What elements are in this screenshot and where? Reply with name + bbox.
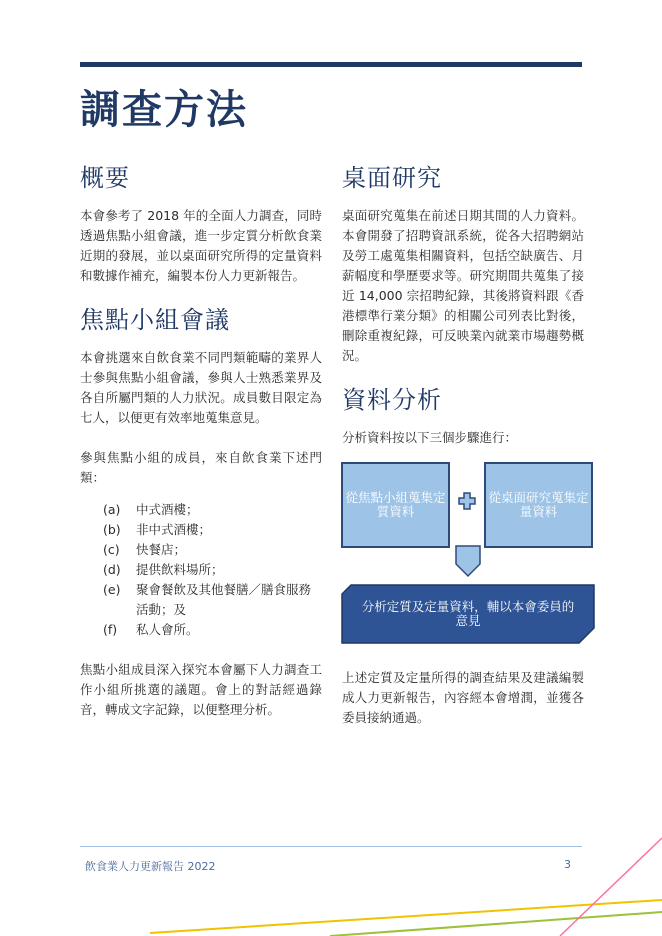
focus-group-body-1: 本會挑選來自飲食業不同門類範疇的業界人士參與焦點小組會議，參與人士熟悉業界及各自所屬門類的人力狀況。成員數目限定為七人，以便更有效率地蒐集意見。 <box>80 350 322 425</box>
decorative-pink-line <box>560 838 662 936</box>
step-box-qualitative-label: 從焦點小組蒐集定質資料 <box>345 490 446 519</box>
list-item-mark: (c) <box>103 542 120 557</box>
overview-heading: 概要 <box>80 164 130 192</box>
desk-research-body: 桌面研究蒐集在前述日期其間的人力資料。本會開發了招聘資訊系統，從各大招聘網站及勞工處蒐集相關資料，包括空缺廣告、月薪幅度和學歷要求等。研究期間共蒐集了接近 14,000 宗招聘紀錄，其後將資料跟《香港標準行業分類》的相關公司列表比對後，刪除重複紀錄，可反映業內就業市場趨勢概況。 <box>342 208 584 363</box>
list-item-mark: (f) <box>103 622 118 637</box>
data-analysis-heading: 資料分析 <box>342 386 442 414</box>
footer-report-title: 飲食業人力更新報告 2022 <box>85 860 216 873</box>
list-item-mark: (b) <box>103 522 121 537</box>
desk-research-heading: 桌面研究 <box>342 164 442 192</box>
list-item-mark: (e) <box>103 582 121 597</box>
list-item-text: 提供飲料場所； <box>136 562 224 577</box>
page-number: 3 <box>564 858 571 871</box>
list-item-text: 非中式酒樓； <box>136 522 212 537</box>
data-analysis-conclusion: 上述定質及定量所得的調查結果及建議編製成人力更新報告，內容經本會增潤，並獲各委員接納通過。 <box>342 670 584 725</box>
decorative-green-line <box>330 912 662 936</box>
list-item-mark: (d) <box>103 562 121 577</box>
page-title: 調查方法 <box>80 87 248 133</box>
list-item-text: 快餐店； <box>136 542 187 557</box>
step-box-quantitative-label: 從桌面研究蒐集定量資料 <box>488 490 589 519</box>
list-item-mark: (a) <box>103 502 121 517</box>
decorative-yellow-line <box>150 900 662 933</box>
focus-group-body-3: 焦點小組成員深入探究本會屬下人力調查工作小組所挑選的議題。會上的對話經過錄音，轉成文字記錄，以便整理分析。 <box>80 662 322 717</box>
focus-group-body-2: 參與焦點小組的成員，來自飲食業下述門類： <box>80 450 322 485</box>
data-analysis-intro: 分析資料按以下三個步驟進行： <box>342 430 518 445</box>
step-box-analysis-label: 分析定質及定量資料，輔以本會委員的意見 <box>361 599 575 628</box>
overview-body: 本會參考了 2018 年的全面人力調查，同時透過焦點小組會議，進一步定質分析飲食業近期的發展，並以桌面研究所得的定量資料和數據作補充，編製本份人力更新報告。 <box>80 208 322 283</box>
focus-group-heading: 焦點小組會議 <box>80 306 230 334</box>
list-item-text: 私人會所。 <box>136 622 199 637</box>
list-item-text: 聚會餐飲及其他餐膳／膳食服務活動；及 <box>136 582 312 617</box>
list-item-text: 中式酒樓； <box>136 502 199 517</box>
